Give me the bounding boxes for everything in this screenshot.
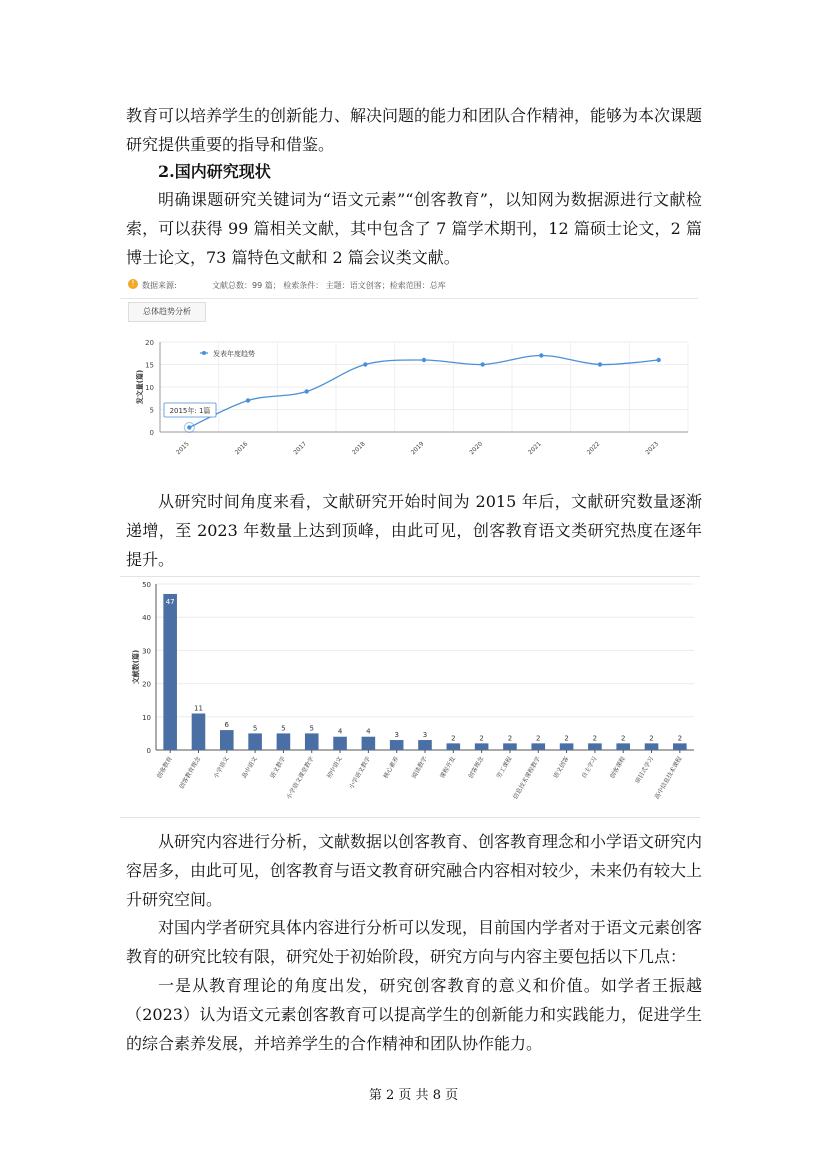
bar-8 <box>362 737 376 750</box>
y-tick-label: 20 <box>142 680 151 689</box>
bar-9 <box>390 740 404 750</box>
x-tick-label: 小学语文课堂教学 <box>285 755 316 801</box>
legend-label: 发表年度趋势 <box>213 350 255 358</box>
tab-trend-analysis[interactable]: 总体趋势分析 <box>128 302 206 322</box>
y-tick-label: 5 <box>149 406 154 415</box>
data-point-2022 <box>598 362 602 366</box>
bar-4 <box>248 733 262 750</box>
data-point-2019 <box>422 358 426 362</box>
x-tick-label: 创客理念 <box>467 755 486 780</box>
y-tick-label: 0 <box>149 429 154 437</box>
bar-11 <box>447 743 461 750</box>
y-tick-label: 50 <box>142 581 151 589</box>
x-tick-label: 信息技术课程教学 <box>511 755 542 801</box>
bar-18 <box>645 743 659 750</box>
data-label: 4 <box>337 727 343 736</box>
search-detail: 文献总数：99 篇； 检索条件： 主题：语文创客；检索范围：总库 <box>212 281 446 290</box>
data-label: 47 <box>165 597 175 606</box>
y-axis-label: 发文量(篇) <box>136 369 144 405</box>
data-label: 2 <box>564 734 569 743</box>
data-point-2018 <box>363 362 367 366</box>
legend-marker <box>202 351 206 355</box>
x-tick-label: 语文教学 <box>269 755 288 780</box>
bar-14 <box>531 743 545 750</box>
data-label: 5 <box>281 724 286 733</box>
data-label: 5 <box>309 724 314 733</box>
data-point-2016 <box>246 398 250 402</box>
y-tick-label: 0 <box>146 747 151 755</box>
data-label: 2 <box>677 734 683 743</box>
paragraph-time-analysis: 从研究时间角度来看，文献研究开始时间为 2015 年后，文献研究数量逐渐递增，至 2023 年数量上达到顶峰，由此可见，创客教育语文类研究热度在逐年提升。 <box>126 492 702 569</box>
bar-7 <box>333 737 347 750</box>
data-label: 6 <box>224 721 230 730</box>
data-label: 2 <box>620 734 626 743</box>
bar-19 <box>673 743 687 750</box>
x-tick-label: 创客教育理念 <box>178 755 203 791</box>
x-tick-label: 高中语文 <box>240 755 259 780</box>
data-label: 2 <box>536 734 541 743</box>
search-info-bar <box>120 272 698 299</box>
data-point-2017 <box>304 389 308 393</box>
data-point-2015 <box>187 425 191 429</box>
x-tick-label: 2020 <box>468 440 485 457</box>
x-tick-label: 自主学习 <box>580 755 599 780</box>
x-tick-label: 2018 <box>350 440 367 457</box>
y-tick-label: 30 <box>142 647 151 656</box>
bar-10 <box>418 740 432 750</box>
line-chart <box>120 330 698 464</box>
data-source-label: 数据来源: <box>142 281 177 290</box>
data-label: 5 <box>252 724 258 733</box>
x-tick-label: 劳工课程 <box>495 755 514 780</box>
x-tick-label: 课程开发 <box>438 755 458 780</box>
paragraph-intro-end: 教育可以培养学生的创新能力、解决问题的能力和团队合作精神，能够为本次课题研究提供重要的指导和借鉴。 <box>126 106 703 154</box>
data-label: 11 <box>194 704 203 713</box>
x-tick-label: 高中信息技术课程 <box>653 755 684 801</box>
info-icon: ! <box>128 279 138 289</box>
y-tick-label: 10 <box>142 713 151 722</box>
data-point-2021 <box>539 353 543 357</box>
x-tick-label: 项目式学习 <box>634 755 656 785</box>
bar-2 <box>192 713 206 750</box>
x-tick-label: 2017 <box>292 440 309 457</box>
bar-15 <box>560 743 574 750</box>
series-line-publications <box>189 356 658 428</box>
bar-5 <box>277 733 291 750</box>
x-tick-label: 小学语文 <box>212 755 231 780</box>
x-tick-label: 2023 <box>644 440 661 457</box>
data-label: 2 <box>451 734 456 743</box>
data-label: 2 <box>649 734 654 743</box>
x-tick-label: 2019 <box>409 440 426 457</box>
x-tick-label: 创客课程 <box>608 755 627 780</box>
section-heading: 2.国内研究现状 <box>158 162 271 181</box>
paragraph-search: 明确课题研究关键词为“语文元素”“创客教育”，以知网为数据源进行文献检索，可以获得 99 篇相关文献，其中包含了 7 篇学术期刊，12 篇硕士论文，2 篇博士论文，73 篇特色文献和 2 篇会议类文献。 <box>126 190 702 267</box>
x-tick-label: 小学语文教学 <box>348 755 373 791</box>
trend-figure <box>120 272 698 464</box>
x-tick-label: 初中语文 <box>325 755 344 780</box>
paragraph-domestic-scholars: 对国内学者研究具体内容进行分析可以发现，目前国内学者对于语文元素创客教育的研究比较有限，研究处于初始阶段，研究方向与内容主要包括以下几点： <box>126 918 703 966</box>
data-point-2020 <box>480 362 484 366</box>
data-point-2023 <box>656 358 660 362</box>
y-tick-label: 15 <box>145 361 154 370</box>
x-tick-label: 阅读教学 <box>410 755 429 780</box>
x-tick-label: 创客教育 <box>155 755 174 780</box>
page-footer: 第 2 页 共 8 页 <box>368 1088 459 1103</box>
data-label: 4 <box>366 727 371 736</box>
y-tick-label: 20 <box>145 339 154 347</box>
bar-6 <box>305 733 319 750</box>
bar-chart <box>120 578 700 806</box>
y-tick-label: 40 <box>142 614 151 623</box>
y-axis-label: 文献数(篇) <box>132 649 140 685</box>
x-tick-label: 语文创客 <box>552 755 571 780</box>
paragraph-point-one: 一是从教育理论的角度出发，研究创客教育的意义和价值。如学者王振越（2023）认为语文元素创客教育可以提高学生的创新能力和实践能力，促进学生的综合素养发展，并培养学生的合作精神和团队协作能力。 <box>126 976 702 1053</box>
y-tick-label: 10 <box>145 384 154 392</box>
x-tick-label: 2015 <box>174 440 191 457</box>
x-tick-label: 核心素养 <box>382 755 401 780</box>
bar-3 <box>220 730 234 750</box>
bar-12 <box>475 743 489 750</box>
bar-1 <box>163 594 177 750</box>
data-label: 2 <box>479 734 484 743</box>
paragraph-content-analysis: 从研究内容进行分析，文献数据以创客教育、创客教育理念和小学语文研究内容居多，由此可见，创客教育与语文教育研究融合内容相对较少，未来仍有较大上升研究空间。 <box>126 832 703 909</box>
bar-13 <box>503 743 517 750</box>
bar-16 <box>588 743 602 750</box>
data-label: 3 <box>394 731 399 740</box>
data-label: 2 <box>592 734 598 743</box>
data-label: 2 <box>507 734 513 743</box>
chart-bottom-rule <box>120 817 700 818</box>
bar-17 <box>616 743 630 750</box>
data-label: 3 <box>422 731 428 740</box>
x-tick-label: 2016 <box>233 440 250 457</box>
x-tick-label: 2022 <box>585 440 602 457</box>
tooltip-text: 2015年: 1篇 <box>169 407 211 415</box>
x-tick-label: 2021 <box>526 440 543 457</box>
chart-top-rule <box>120 576 700 577</box>
